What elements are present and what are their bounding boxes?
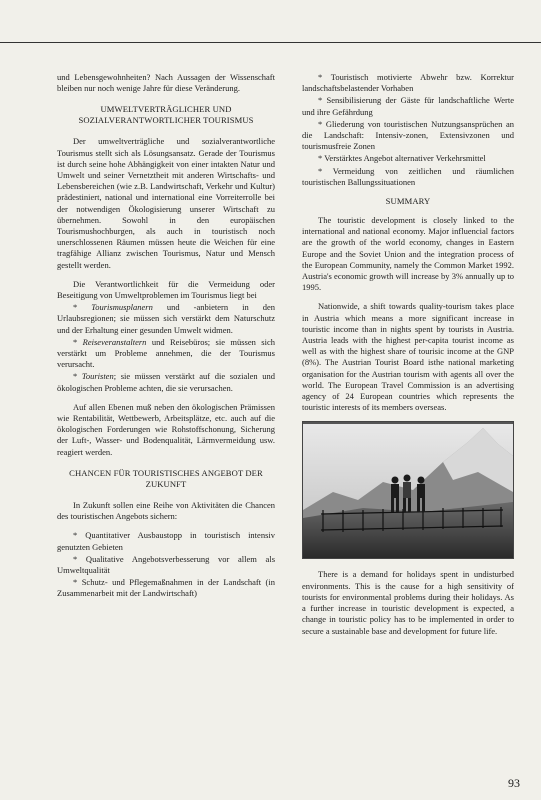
- list-item: * Touristisch motivierte Abwehr bzw. Korrektur landschaftsbelastender Vorhaben: [302, 72, 514, 94]
- paragraph-intro: und Lebensgewohnheiten? Nach Aussagen der Wissenschaft bleiben nur noch wenige Jahre für diese Veränderung.: [57, 72, 275, 94]
- heading-summary: SUMMARY: [385, 196, 431, 207]
- bullet-tourists: * Touristen; sie müssen verstärkt auf die sozialen und ökologischen Probleme achten, die sie verursachen.: [57, 371, 275, 393]
- top-rule: [0, 42, 541, 43]
- paragraph-summary-1: The touristic development is closely linked to the international and national economy. Major influencial factors are the growth of the world economy, changes in Eastern Europe and the Soviet Union and the integration process of the European Community, namely the Common Market 1992. Austria's economic growth will increase by 3% annually up to 1995.: [302, 215, 514, 293]
- left-column: [57, 72, 275, 601]
- paragraph-future: In Zukunft sollen eine Reihe von Aktivitäten die Chancen des touristischen Angebots sichern:: [57, 499, 275, 522]
- paragraph-summary-3: There is a demand for holidays spent in undisturbed environments. This is the cause for a high sensitivity of tourists for environmental problems during their holidays. As a further increase in touristic development is expected, a change in touristic policy has to be implemented in order to secure a sustainable base and development for future life.: [302, 569, 514, 636]
- bullet-planners: * Tourismusplanern und -anbietern in den Urlaubsregionen; sie müssen sich verstärkt dem Naturschutz und der Erhaltung einer gesunden Umwelt widmen.: [57, 302, 275, 335]
- term-planners: Tourismusplanern: [91, 302, 153, 313]
- list-item: * Schutz- und Pflegemaßnahmen in der Landschaft (in Zusammenarbeit mit der Landwirtschaft): [57, 577, 275, 599]
- page-number: 93: [508, 776, 520, 790]
- list-item: * Gliederung von touristischen Nutzungsansprüchen an die Landschaft: Intensiv-zonen, Extensivzonen und tourismusfreie Zonen: [302, 118, 514, 152]
- paragraph-solution: Der umweltverträgliche und sozialverantwortliche Tourismus stellt sich als Lösungsansatz. Gerade der Tourismus ist durch seine hohe Abhängigkeit von einer intakten Natur und Umwelt und seiner Vernetztheit mit anderen Wirtschafts- und Lebensbereichen (wie z.B. Landwirtschaft, Verkehr und Kultur) prädestiniert, national und international eine Vorreiterrolle bei der notwendigen Ökologisierung unserer Wirtschaft zu übernehmen. Sowohl in den europäischen Tourismushochburgen, als auch in touristisch noch unerschlossenen Räumen müssen heute die Weichen für eine tragfähige Allianz zwischen Tourismus, Natur und Mensch gestellt werden.: [57, 136, 275, 270]
- paragraph-all-levels: Auf allen Ebenen muß neben den ökologischen Prämissen wie Rentabilität, Wettbewerb, Arbeitsplätze, etc. auch auf die ökologischen Forderungen wie Rohstoffschonung, Sicherung der Luft-, Wasser- und Bodenqualität, Lärmvermeidung usw. reagiert werden.: [57, 401, 275, 457]
- paragraph-responsibility: Die Verantwortlichkeit für die Vermeidung oder Beseitigung von Umweltproblemen im Tourismus liegt bei: [57, 278, 275, 301]
- list-item: * Verstärktes Angebot alternativer Verkehrsmittel: [318, 153, 486, 164]
- heading-sustainable-tourism: UMWELTVERTRÄGLICHER UND SOZIALVERANTWORTLICHER TOURISMUS: [78, 104, 254, 126]
- bullet-operators: * Reiseveranstaltern und Reisebüros; sie müssen sich verstärkt um Probleme annehmen, die der Tourismus verursacht.: [57, 336, 275, 370]
- term-operators: Reiseveranstaltern: [82, 336, 147, 347]
- list-item: * Vermeidung von zeitlichen und räumlichen touristischen Ballungssituationen: [302, 165, 514, 187]
- list-item: * Sensibilisierung der Gäste für landschaftliche Werte und ihre Gefährdung: [302, 95, 514, 117]
- paragraph-summary-2: Nationwide, a shift towards quality-tourism takes place in Austria which means a more significant increase in touristic income than in nights spent by tourists in Austria. Austria leads with the highest per-capita tourist income as well as with the highest share of tourisic income at the GNP (8%). The Austrian Tourist Board isthe national marketing organisation for the Austrian tourism with agents all over the world. The European Travel Commission is an advertising agency of 24 European countries which represents the touristic interests of its members overseas.: [302, 301, 514, 413]
- list-item: * Qualitative Angebotsverbesserung vor allem als Umweltqualität: [57, 553, 275, 575]
- photo-hikers-mountains: [302, 421, 514, 559]
- right-column: [302, 72, 514, 645]
- term-tourists: Touristen: [81, 371, 114, 382]
- list-item: * Quantitativer Ausbaustopp in touristisch intensiv genutzten Gebieten: [57, 530, 275, 552]
- heading-future-opportunities: CHANCEN FÜR TOURISTISCHES ANGEBOT DER ZUKUNFT: [69, 467, 263, 489]
